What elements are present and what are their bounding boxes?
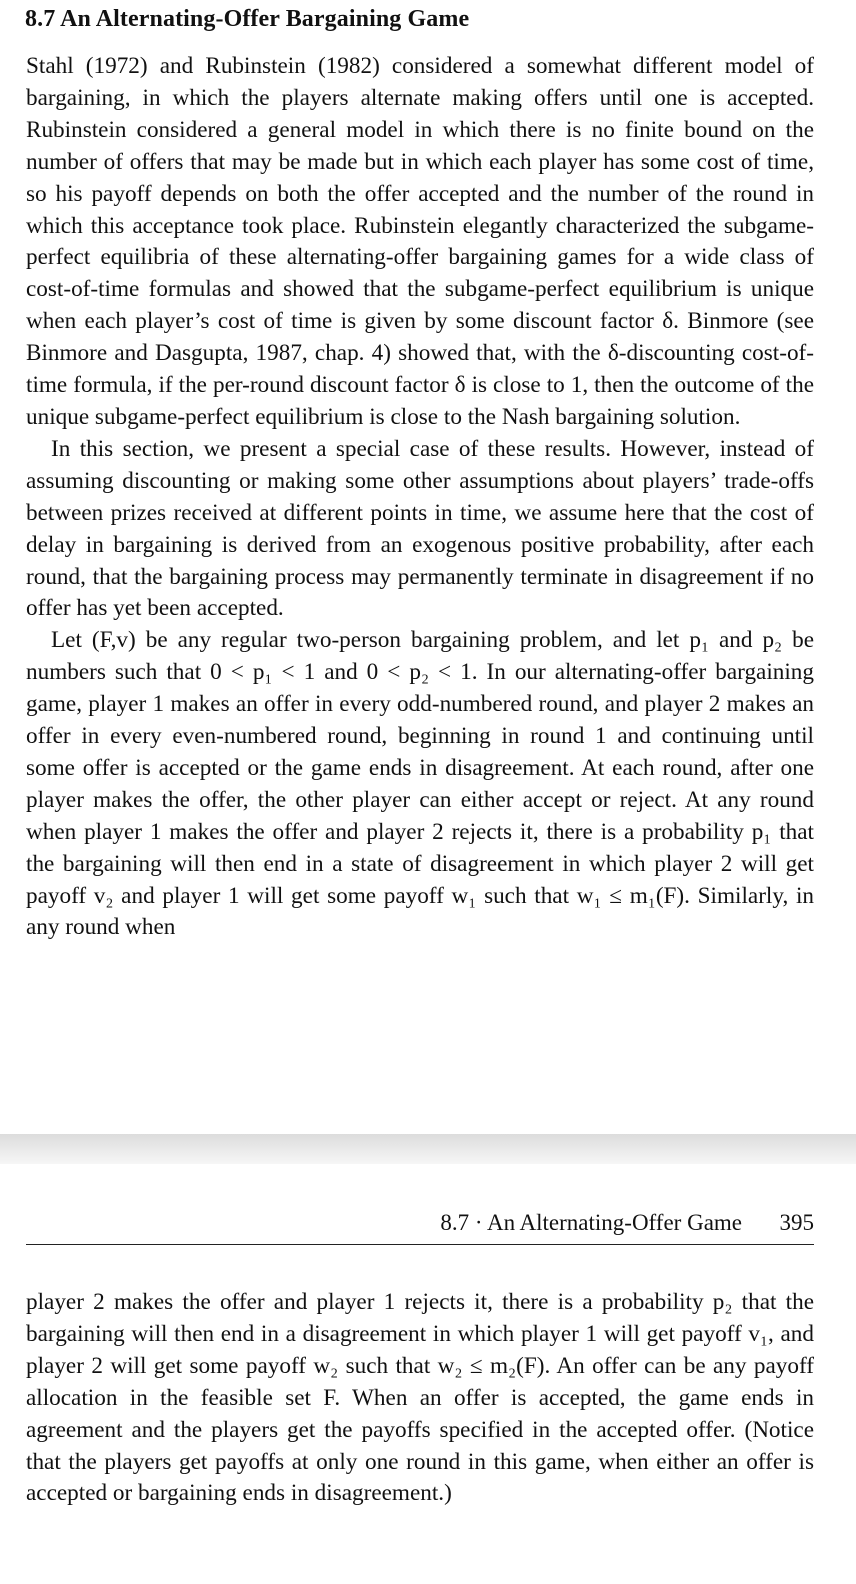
body-text-top (26, 51, 814, 944)
paragraph: In this section, we present a special case of these results. However, instead of assuming discounting or making some other assumptions about players’ trade-offs between prizes received at different points in time, we assume here that the cost of delay in bargaining is derived from an exogenous positive probability, after each round, that the bargaining process may permanently terminate in disagreement if no offer has yet been accepted. (26, 435, 814, 622)
page-break-divider (0, 1134, 856, 1164)
paragraph: Let (F,v) be any regular two-person bargaining problem, and let p₁ and p₂ be numbers such that 0 < p₁ < 1 and 0 < p₂ < 1. In our alternating-offer bargaining game, player 1 makes an offer in every odd-numbered round, and player 2 makes an offer in every even-numbered round, beginning in round 1 and continuing until some offer is accepted or the game ends in disagreement. At each round, after one player makes the offer, the other player can either accept or reject. At any round when player 1 makes the offer and player 2 rejects it, there is a probability p₁ that the bargaining will then end in a state of disagreement in which player 2 will get payoff v₂ and player 1 will get some payoff w₁ such that w₁ ≤ m₁(F). Similarly, in any round when (26, 627, 814, 941)
page-number: 395 (779, 1210, 814, 1235)
running-header-title: 8.7 · An Alternating-Offer Game (440, 1210, 742, 1235)
running-header (26, 1208, 814, 1245)
paragraph: player 2 makes the offer and player 1 rejects it, there is a probability p₂ that the bargaining will then end in a disagreement in which player 1 will get payoff v₁, and player 2 will get some payoff w₂ such that w₂ ≤ m₂(F). An offer can be any payoff allocation in the feasible set F. When an offer is accepted, the game ends in agreement and the players get the payoffs specified in the accepted offer. (Notice that the players get payoffs at only one round in this game, when either an offer is accepted or bargaining ends in disagreement.) (26, 1289, 814, 1507)
paragraph: Stahl (1972) and Rubinstein (1982) considered a somewhat different model of bargaining, in which the players alternate making offers until one is accepted. Rubinstein considered a general model in which there is no finite bound on the number of offers that may be made but in which each player has some cost of time, so his payoff depends on both the offer accepted and the number of the round in which this acceptance took place. Rubinstein elegantly characterized the subgame-perfect equilibria of these alternating-offer bargaining games for a wide class of cost-of-time formulas and showed that the subgame-perfect equilibrium is unique when each player’s cost of time is given by some discount factor δ. Binmore (see Binmore and Dasgupta, 1987, chap. 4) showed that, with the δ-discounting cost-of-time formula, if the per-round discount factor δ is close to 1, then the outcome of the unique subgame-perfect equilibrium is close to the Nash bargaining solution. (26, 53, 814, 430)
section-heading: 8.7 An Alternating-Offer Bargaining Game (25, 6, 470, 32)
body-text-bottom (26, 1287, 814, 1510)
